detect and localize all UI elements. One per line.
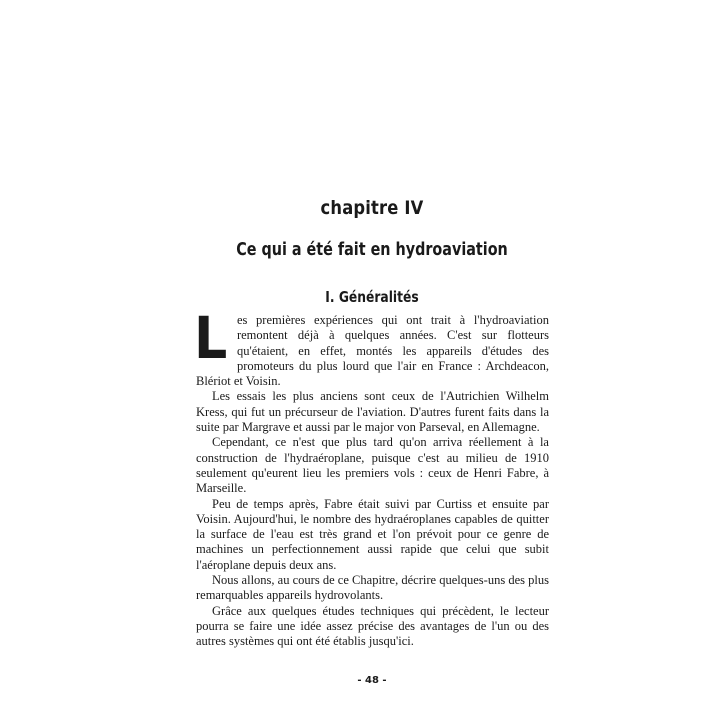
drop-cap: L [194,304,228,372]
paragraph [194,304,549,389]
chapter-title: Ce qui a été fait en hydroaviation [236,240,508,260]
paragraph: Les essais les plus anciens sont ceux de l'Autrichien Wilhelm Kress, qui fut un précurseur de l'aviation. D'autres furent faits dans la suite par Margrave et aussi par le major von Parseval, en Allemagne. [196,389,549,435]
paragraph-text: es premières expériences qui ont trait à l'hydroaviation remontent déjà à quelques années. C'est sur flotteurs qu'étaient, en effet, montés les appareils d'études des promoteurs du plus lourd que l'air en France : Archdeacon, Blériot et Voisin. [196,313,549,389]
paragraph: Cependant, ce n'est que plus tard qu'on arriva réellement à la construction de l'hydraéroplane, puisque c'est au milieu de 1910 seulement qu'eurent lieu les premiers vols : ceux de Henri Fabre, à Marseille. [196,435,549,496]
paragraph: Nous allons, au cours de ce Chapitre, décrire quelques-uns des plus remarquables appareils hydrovolants. [196,573,549,603]
paragraph: Peu de temps après, Fabre était suivi par Curtiss et ensuite par Voisin. Aujourd'hui, le nombre des hydraéroplanes capables de quitter la surface de l'eau est très grand et l'on prévoit pour ce genre de machines un perfectionnement aussi rapide que celui que subit l'aéroplane depuis deux ans. [196,496,549,572]
paragraph: Grâce aux quelques études techniques qui précèdent, le lecteur pourra se faire une idée assez précise des avantages de l'un ou des autres systèmes qui ont été établis jusqu'ici. [196,603,549,649]
page-number: - 48 - [357,675,387,686]
chapter-number-heading: chapitre IV [320,197,424,219]
body-text [194,304,549,650]
section-title: I. Généralités [325,288,419,306]
